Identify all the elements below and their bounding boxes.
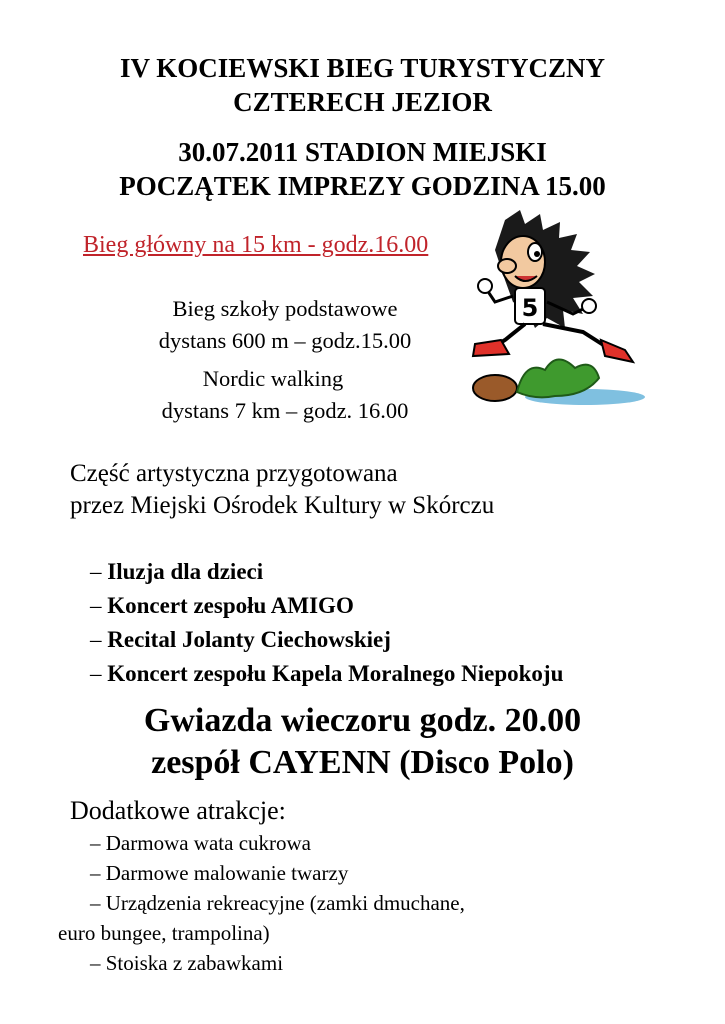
extras-item: – Urządzenia rekreacyjne (zamki dmuchane, bbox=[70, 888, 670, 918]
event-date-venue: 30.07.2011 STADION MIEJSKI bbox=[178, 137, 547, 167]
school-run-detail: dystans 600 m – godz.15.00 bbox=[158, 328, 412, 353]
event-title-line-2: CZTERECH JEZIOR bbox=[233, 87, 492, 117]
program-item: – Koncert zespołu Kapela Moralnego Niepokoju bbox=[90, 657, 563, 691]
nordic-walking-title: Nordic walking bbox=[202, 366, 344, 391]
program-item: – Recital Jolanty Ciechowskiej bbox=[90, 623, 563, 657]
extras-item: – Stoiska z zabawkami bbox=[70, 948, 670, 978]
program-item: – Koncert zespołu AMIGO bbox=[90, 589, 563, 623]
main-run-line: Bieg główny na 15 km - godz.16.00 bbox=[83, 232, 429, 258]
hedgehog-runner-icon bbox=[465, 210, 650, 410]
bib-number: 5 bbox=[521, 294, 539, 322]
program-list bbox=[90, 555, 563, 691]
artistic-part-line-2: przez Miejski Ośrodek Kultury w Skórczu bbox=[70, 492, 495, 519]
event-title-line-1: IV KOCIEWSKI BIEG TURYSTYCZNY bbox=[120, 53, 605, 83]
event-start-time: POCZĄTEK IMPREZY GODZINA 15.00 bbox=[119, 171, 606, 201]
headliner-time: Gwiazda wieczoru godz. 20.00 bbox=[143, 702, 582, 739]
artistic-part-line-1: Część artystyczna przygotowana bbox=[70, 460, 398, 487]
school-run-title: Bieg szkoły podstawowe bbox=[172, 296, 398, 321]
program-item: – Iluzja dla dzieci bbox=[90, 555, 563, 589]
headliner-band: zespół CAYENN (Disco Polo) bbox=[151, 744, 574, 781]
extras-item: – Darmowe malowanie twarzy bbox=[70, 858, 670, 888]
nordic-walking-detail: dystans 7 km – godz. 16.00 bbox=[161, 398, 409, 423]
extras-item-continued: euro bungee, trampolina) bbox=[58, 921, 270, 945]
extras-heading: Dodatkowe atrakcje: bbox=[70, 796, 286, 825]
extras-list bbox=[58, 828, 670, 978]
extras-item: – Darmowa wata cukrowa bbox=[70, 828, 670, 858]
